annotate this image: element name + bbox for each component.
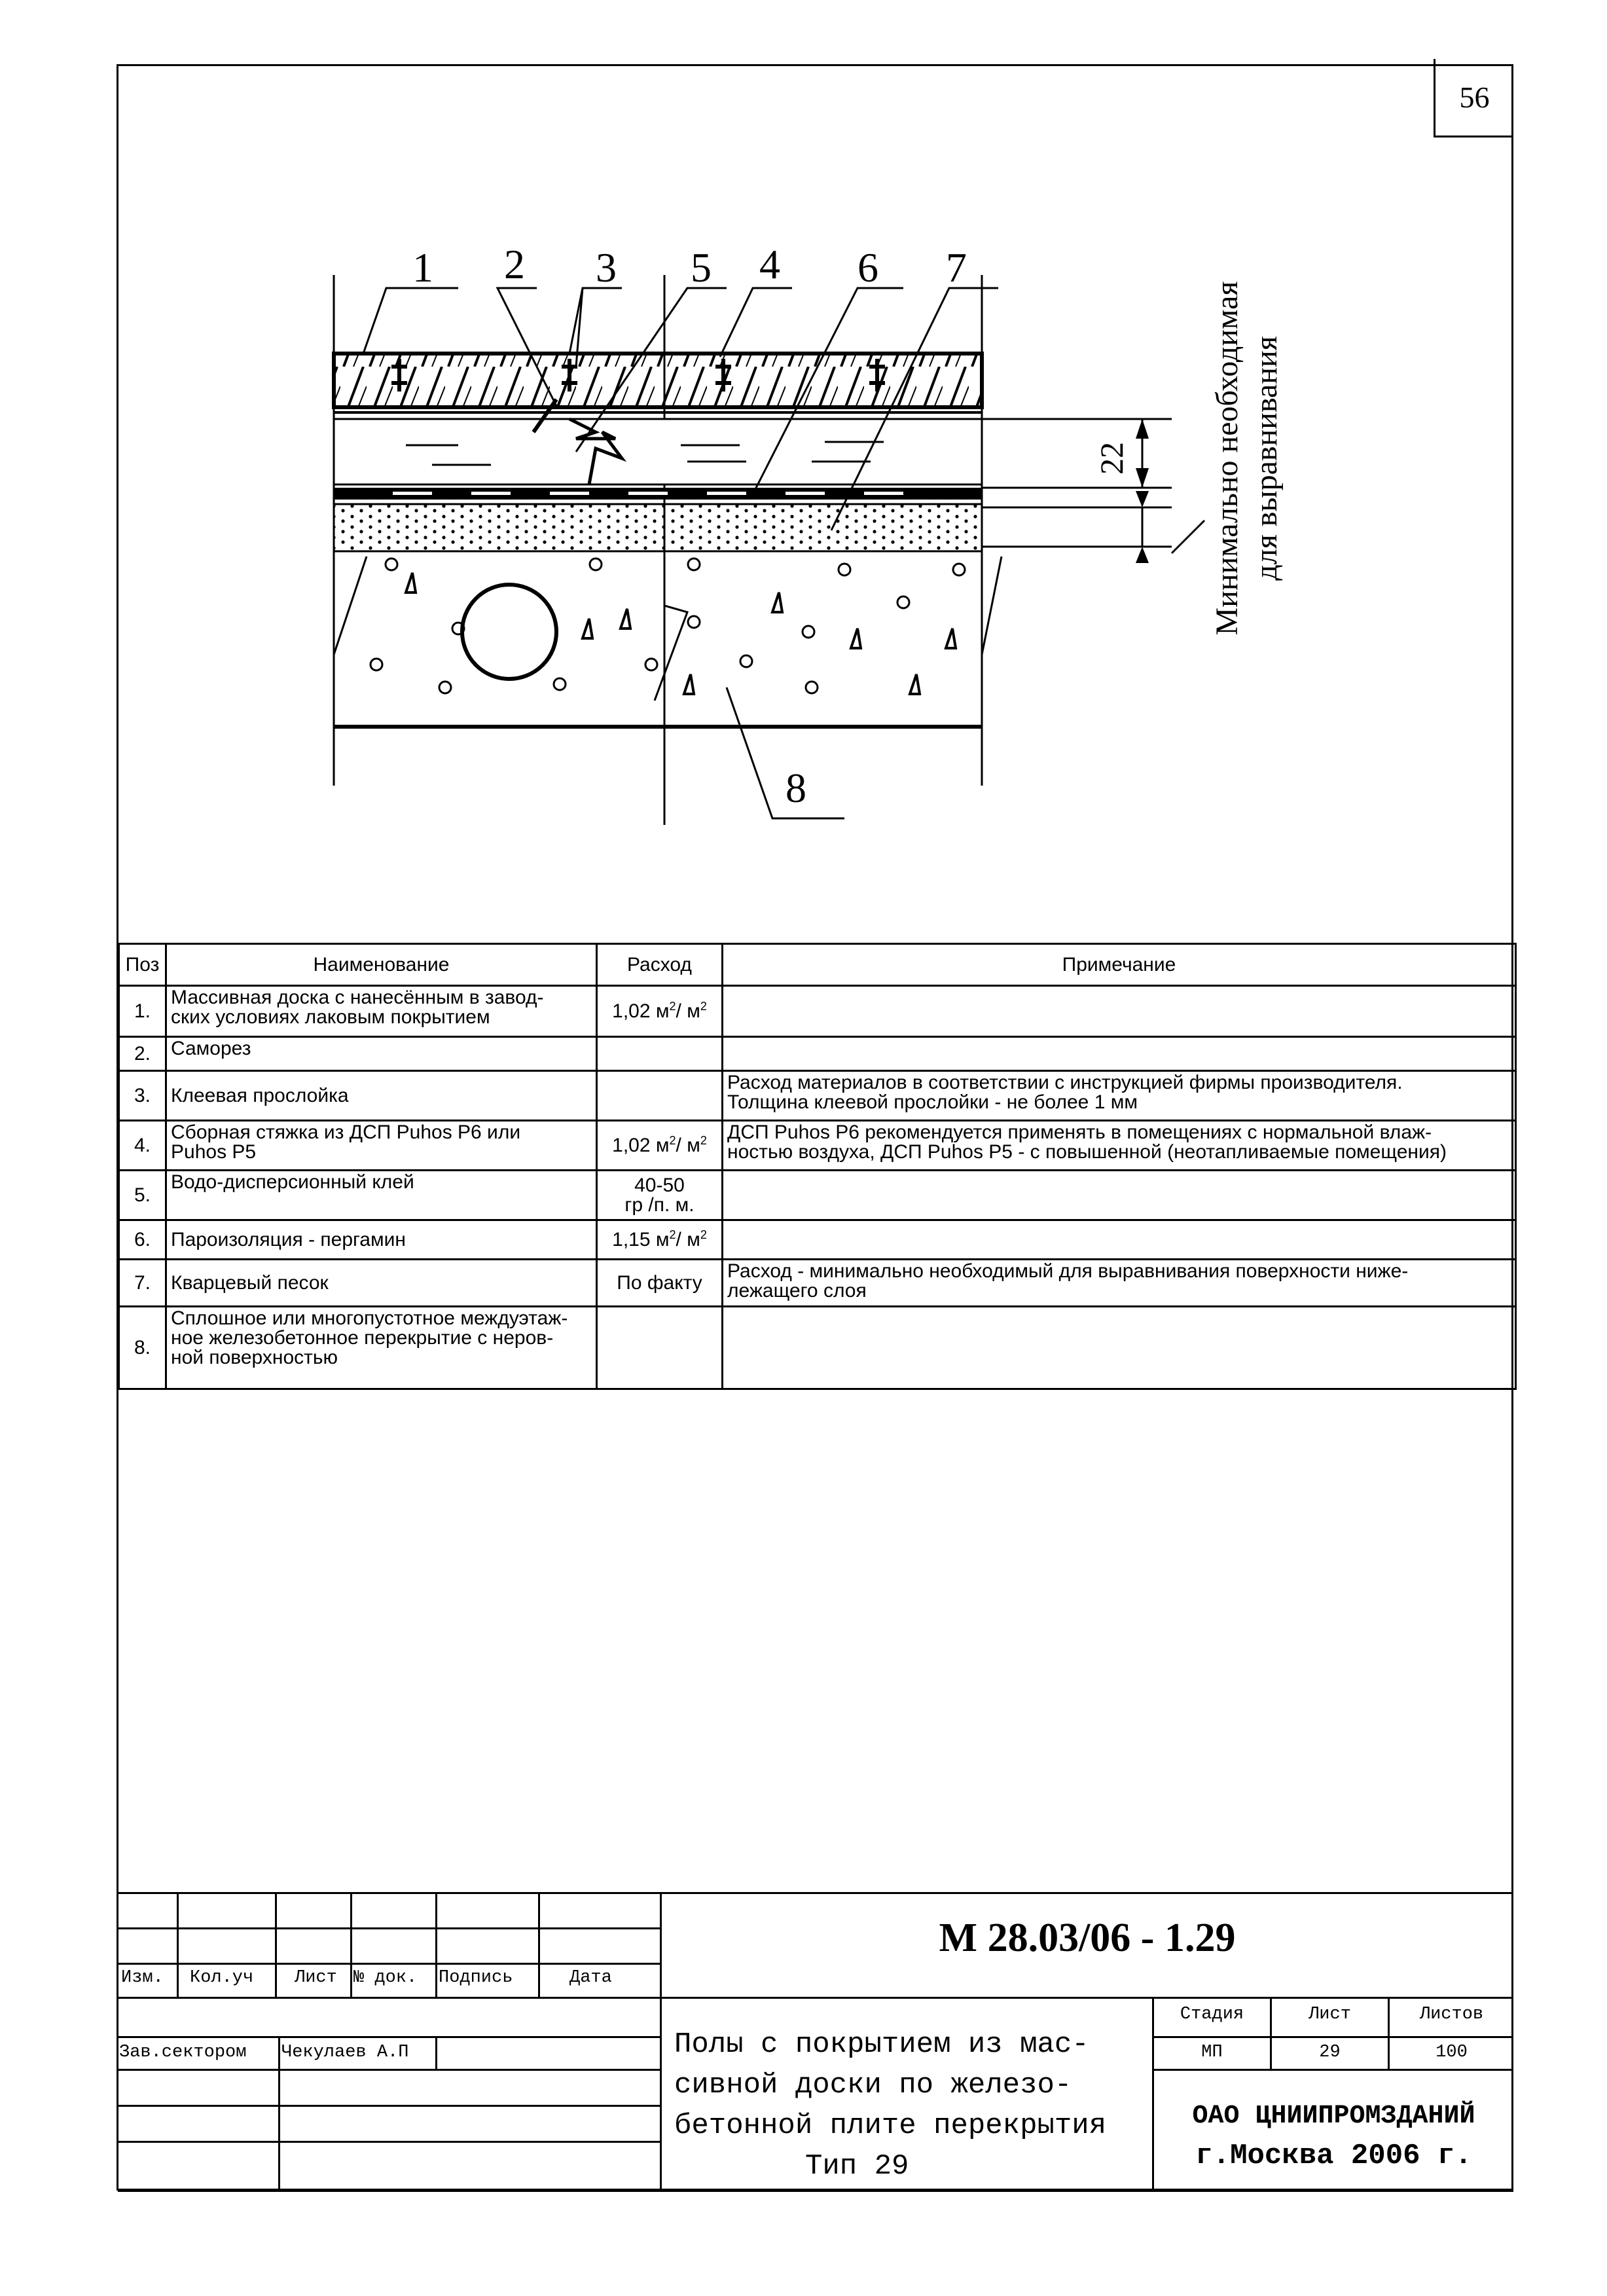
person-name: Чекулаев А.П	[281, 2043, 409, 2062]
row-name: Сплошное или многопустотное междуэтаж- ное железобетонное перекрытие с неров- ной поверхностью	[166, 1307, 597, 1389]
side-note-line2: для выравнивания	[1249, 336, 1284, 581]
row-pos: 4.	[119, 1121, 166, 1171]
col-header-kol: Кол.уч	[190, 1968, 254, 1988]
table-row	[119, 986, 1516, 1037]
specification-table	[118, 943, 1517, 1390]
sheet-number: 56	[1434, 59, 1513, 137]
row-pos: 3.	[119, 1071, 166, 1121]
callout-8: 8	[785, 765, 806, 811]
row-name: Клеевая прослойка	[166, 1071, 597, 1121]
col-header-list: Лист	[295, 1968, 337, 1988]
table-row	[119, 1171, 1516, 1220]
sheets-header: Листов	[1419, 2005, 1484, 2024]
callout-6: 6	[858, 244, 878, 291]
row-name: Массивная доска с нанесённым в завод- ских условиях лаковым покрытием	[166, 986, 597, 1037]
organization-city-year: г.Москва 2006 г.	[1195, 2140, 1472, 2172]
callout-5: 5	[691, 244, 712, 291]
row-pos: 7.	[119, 1260, 166, 1307]
header-usage: Расход	[597, 944, 723, 986]
row-note	[723, 1307, 1516, 1389]
stage-value: МП	[1201, 2043, 1223, 2062]
row-note: Расход материалов в соответствии с инструкцией фирмы производителя. Толщина клеевой прослойки - не более 1 мм	[723, 1071, 1516, 1121]
header-note: Примечание	[723, 944, 1516, 986]
document-code: М 28.03/06 - 1.29	[939, 1916, 1236, 1960]
table-row	[119, 1121, 1516, 1171]
row-name: Саморез	[166, 1037, 597, 1071]
col-header-date: Дата	[569, 1968, 612, 1988]
row-pos: 8.	[119, 1307, 166, 1389]
row-pos: 5.	[119, 1171, 166, 1220]
header-pos: Поз	[119, 944, 166, 986]
row-note	[723, 986, 1516, 1037]
role-label: Зав.сектором	[119, 2043, 247, 2062]
callout-3: 3	[596, 244, 617, 291]
sheets-value: 100	[1435, 2043, 1468, 2062]
stage-header: Стадия	[1180, 2005, 1244, 2024]
col-header-izm: Изм.	[121, 1968, 164, 1988]
col-header-doc: № док.	[353, 1968, 418, 1988]
row-usage: 1,02 $м^2/$ $м^2$	[597, 986, 723, 1037]
callout-7: 7	[946, 244, 967, 291]
table-row	[119, 1260, 1516, 1307]
row-usage: По факту	[597, 1260, 723, 1307]
row-usage: 1,02 $м^2/$ $м^2$	[597, 1121, 723, 1171]
table-row	[119, 1220, 1516, 1260]
row-name: Кварцевый песок	[166, 1260, 597, 1307]
callout-4: 4	[759, 241, 780, 287]
organization-name: ОАО ЦНИИПРОМЗДАНИЙ	[1192, 2102, 1475, 2131]
row-name: Сборная стяжка из ДСП Puhos P6 или Puhos P5	[166, 1121, 597, 1171]
row-usage	[597, 1307, 723, 1389]
row-usage: 40-50 гр /п. м.	[597, 1171, 723, 1220]
row-name: Пароизоляция - пергамин	[166, 1220, 597, 1260]
row-usage	[597, 1071, 723, 1121]
row-name: Водо-дисперсионный клей	[166, 1171, 597, 1220]
sheet-header: Лист	[1309, 2005, 1351, 2024]
row-pos: 1.	[119, 986, 166, 1037]
row-note	[723, 1037, 1516, 1071]
row-usage	[597, 1037, 723, 1071]
col-header-signature: Подпись	[439, 1968, 513, 1988]
table-row	[119, 1037, 1516, 1071]
table-row	[119, 1071, 1516, 1121]
row-note: Расход - минимально необходимый для выравнивания поверхности ниже- лежащего слоя	[723, 1260, 1516, 1307]
callout-2: 2	[504, 241, 525, 287]
row-pos: 6.	[119, 1220, 166, 1260]
row-note	[723, 1220, 1516, 1260]
row-note	[723, 1171, 1516, 1220]
table-row	[119, 1307, 1516, 1389]
drawing-title: Полы с покрытием из мас- сивной доски по железо- бетонной плите перекрытия Тип 29	[674, 2028, 1107, 2183]
floor-section-drawing	[0, 0, 1607, 943]
row-pos: 2.	[119, 1037, 166, 1071]
row-usage: 1,15 $м^2/$ $м^2$	[597, 1220, 723, 1260]
sheet-value: 29	[1319, 2043, 1341, 2062]
row-note: ДСП Puhos P6 рекомендуется применять в помещениях с нормальной влаж- ностью воздуха, ДСП Puhos P5 - с повышенной (неотапливаемые помещения)	[723, 1121, 1516, 1171]
callout-1: 1	[412, 244, 433, 291]
header-name: Наименование	[166, 944, 597, 986]
side-note-line1: Минимально необходимая	[1210, 281, 1244, 636]
dimension-label: 22	[1093, 442, 1130, 475]
